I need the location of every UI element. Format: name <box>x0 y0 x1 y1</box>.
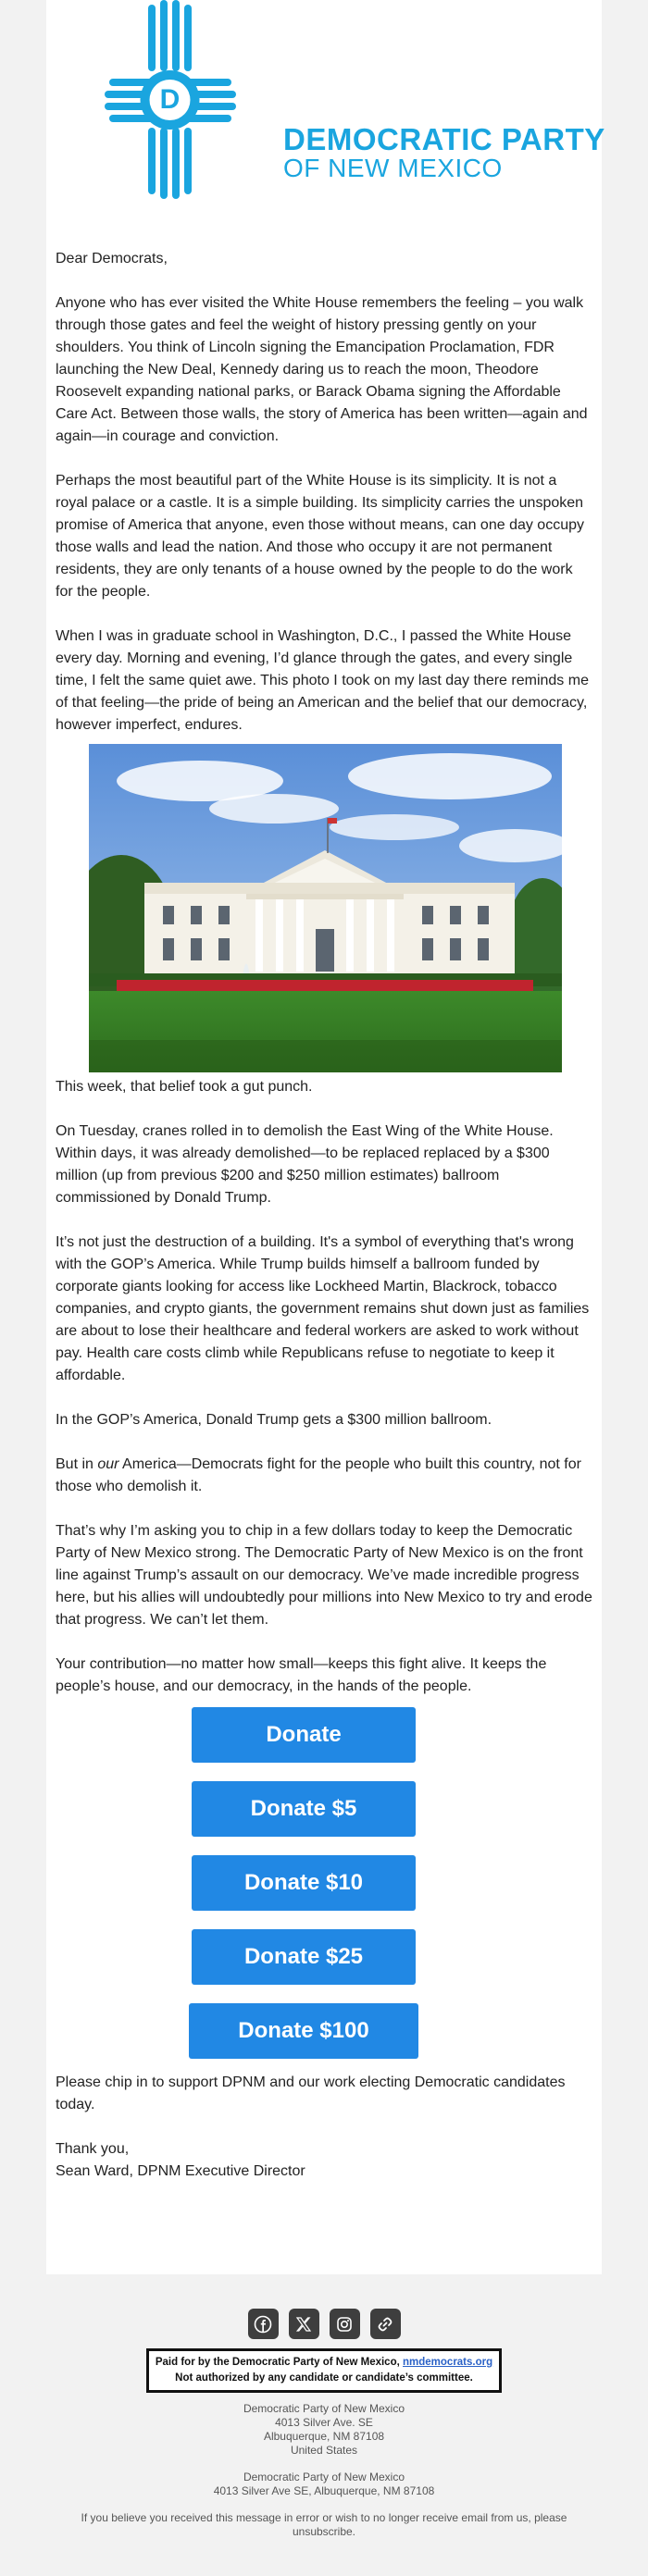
donate-button[interactable]: Donate <box>192 1707 416 1763</box>
paragraph: This week, that belief took a gut punch. <box>56 1079 313 1095</box>
secondary-address <box>0 2471 648 2498</box>
emphasis: our <box>97 1456 119 1472</box>
x-twitter-icon[interactable] <box>289 2309 319 2339</box>
signoff: Thank you, <box>56 2141 130 2157</box>
country: United States <box>290 2444 358 2457</box>
closing-paragraph: Please chip in to support DPNM and our work electing Democratic candidates today. <box>56 2074 566 2112</box>
donate-10-button[interactable]: Donate $10 <box>192 1855 416 1911</box>
not-authorized-line: Not authorized by any candidate or candidate’s committee. <box>175 2372 473 2384</box>
donate-100-button[interactable]: Donate $100 <box>189 2003 418 2059</box>
email-card <box>46 0 605 2274</box>
donate-5-button[interactable]: Donate $5 <box>192 1781 416 1837</box>
paragraph: That’s why I’m asking you to chip in a few dollars today to keep the Democratic Party of New Mexico strong. The Democratic Party of New Mexico is on the front line against Trump’s assault on our democracy. We’ve made incredible progress here, but his allies will undoubtedly pour millions into New Mexico to try and erode that progress. We can’t let them. <box>56 1523 592 1628</box>
signature: Sean Ward, DPNM Executive Director <box>56 2163 305 2179</box>
mailing-address <box>0 2402 648 2458</box>
org-name: Democratic Party of New Mexico <box>243 2471 405 2483</box>
org-name: Democratic Party of New Mexico <box>243 2402 405 2415</box>
city: Albuquerque, NM 87108 <box>263 2430 385 2443</box>
logo-letter: D <box>159 84 181 115</box>
unsubscribe-text[interactable]: If you believe you received this message in error or wish to no longer receive email from us, please unsubscribe. <box>81 2511 567 2538</box>
donate-25-button[interactable]: Donate $25 <box>192 1929 416 1985</box>
letter-body <box>56 248 592 2183</box>
paragraph: In the GOP’s America, Donald Trump gets a $300 million ballroom. <box>56 1412 492 1428</box>
footer <box>0 2309 648 2539</box>
paid-for-disclaimer <box>146 2348 502 2393</box>
street: 4013 Silver Ave. SE <box>275 2416 373 2429</box>
address-line: 4013 Silver Ave SE, Albuquerque, NM 87108 <box>213 2484 435 2497</box>
paid-line <box>156 2355 492 2371</box>
paragraph: When I was in graduate school in Washington, D.C., I passed the White House every day. Morning and evening, I’d glance through the gates, and every single time, I felt the same quiet awe. This photo I took on my last day there reminds me of that feeling—the pride of being an American and the belief that our democracy, however imperfect, endures. <box>56 628 589 733</box>
paragraph: Anyone who has ever visited the White House remembers the feeling – you walk through those gates and feel the weight of history pressing gently on your shoulders. You think of Lincoln signing the Emancipation Proclamation, FDR launching the New Deal, Kennedy daring us to reach the moon, Theodore Roosevelt expanding national parks, or Barack Obama signing the Affordable Care Act. Between those walls, the story of America has been written—again and again—in courage and conviction. <box>56 295 588 444</box>
link-icon[interactable] <box>370 2309 401 2339</box>
paragraph: It’s not just the destruction of a building. It's a symbol of everything that's wrong with the GOP’s America. While Trump builds himself a ballroom funded by corporate giants looking for access like Lockheed Martin, Blackrock, tobacco companies, and crypto giants, the government remains shut down just as families are about to lose their healthcare and federal workers are asked to work without pay. Health care costs climb while Republicans refuse to negotiate to keep it affordable. <box>56 1234 590 1383</box>
facebook-icon[interactable] <box>248 2309 279 2339</box>
donate-buttons <box>56 1707 592 2059</box>
logo-subtitle: OF NEW MEXICO <box>283 154 503 182</box>
logo-title: DEMOCRATIC PARTY <box>283 122 605 156</box>
instagram-icon[interactable] <box>330 2309 360 2339</box>
white-house-photo <box>89 744 562 1072</box>
paragraph: Your contribution—no matter how small—keeps this fight alive. It keeps the people’s house, and our democracy, in the hands of the people. <box>56 1656 547 1694</box>
paragraph: Perhaps the most beautiful part of the White House is its simplicity. It is not a royal palace or a castle. It is a simple building. Its simplicity carries the unspoken promise of America that anyone, even those without means, can one day occupy those walls and lead the nation. And those who occupy it are not permanent residents, they are only tenants of a house owned by the people to do the work for the people. <box>56 473 584 600</box>
social-links <box>0 2309 648 2339</box>
paragraph <box>56 1454 592 1498</box>
text-span: But in <box>56 1456 98 1472</box>
website-link[interactable]: nmdemocrats.org <box>403 2357 493 2368</box>
paid-text: Paid for by the Democratic Party of New Mexico, <box>155 2357 400 2368</box>
paragraph: On Tuesday, cranes rolled in to demolish the East Wing of the White House. Within days, it was already demolished—to be replaced replaced by a $300 million (up from previous $200 and $250 million estimates) ballroom commissioned by Donald Trump. <box>56 1123 554 1206</box>
party-logo <box>102 0 605 204</box>
greeting: Dear Democrats, <box>56 251 168 266</box>
text-span: America—Democrats fight for the people who built this country, not for those who demolish it. <box>56 1456 581 1494</box>
